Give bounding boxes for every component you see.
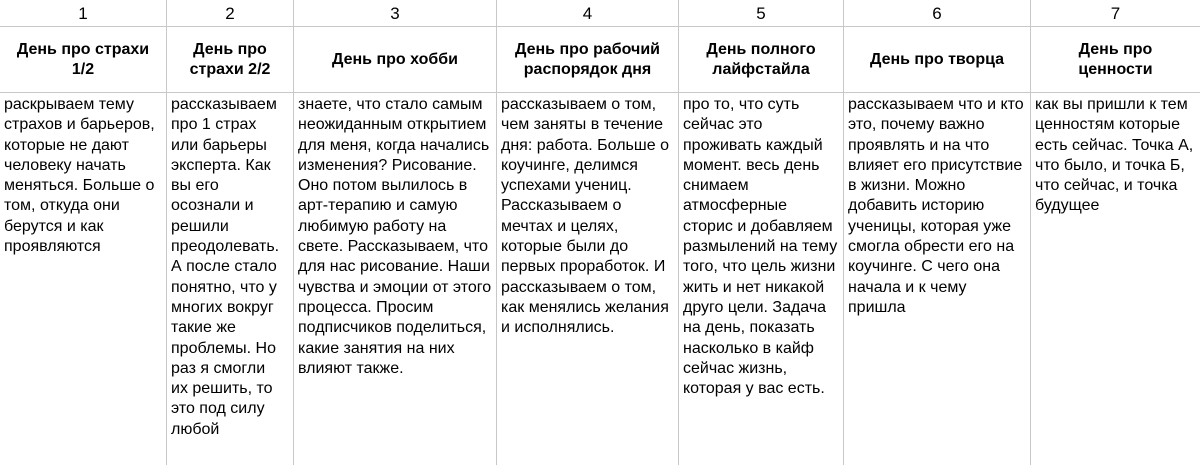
column-header-cell[interactable] xyxy=(294,27,496,93)
column-header-text: День про ценности xyxy=(1078,40,1153,78)
column-body-cell[interactable]: раскрываем тему страхов и барьеров, которые не дают человеку начать меняться. Больше о том, откуда они берутся и как проявляются xyxy=(4,96,155,256)
column-body-cell[interactable]: знаете, что стало самым неожиданным открытием для меня, когда начались изменения? Рисование. Оно потом вылилось в арт-терапию и самую любимую работу на свете. Рассказываем, что для нас рисование. Наши чувства и эмоции от этого процесса. Просим подписчиков поделиться, какие занятия на них влияют также. xyxy=(298,96,492,377)
column-header-cell[interactable] xyxy=(1031,27,1200,93)
column-6 xyxy=(844,0,1031,465)
column-body-cell[interactable]: рассказываем что и кто это, почему важно проявлять и на что влияет его присутствие в жизни. Можно добавить историю ученицы, которая уже смогла обрести его на коучинге. С чего она начала и к чему пришла xyxy=(848,96,1024,316)
column-header-cell[interactable] xyxy=(679,27,843,93)
column-header-cell[interactable] xyxy=(0,27,166,93)
column-4 xyxy=(497,0,679,465)
column-header-text: День про творца xyxy=(869,50,1005,68)
column-body-cell[interactable]: как вы пришли к тем ценностям которые есть сейчас. Точка А, что было, и точка Б, что сейчас, и точка будущее xyxy=(1035,96,1194,215)
column-2 xyxy=(167,0,294,465)
column-5 xyxy=(679,0,844,465)
column-header-cell[interactable] xyxy=(844,27,1030,93)
column-number[interactable]: 6 xyxy=(844,0,1030,27)
column-body-cell[interactable]: про то, что суть сейчас это проживать каждый момент. весь день снимаем атмосферные сторис и добавляем размылений на тему того, что цель жизни жить и нет никакой друго цели. Задача на день, показать насколько в кайф сейчас жизнь, которая у вас есть. xyxy=(683,96,838,398)
column-number[interactable]: 3 xyxy=(294,0,496,27)
column-number[interactable]: 5 xyxy=(679,0,843,27)
column-7 xyxy=(1031,0,1200,465)
column-body-cell[interactable]: рассказываем про 1 страх или барьеры эксперта. Как вы его осознали и решили преодолевать. А после стало понятно, что у многих вокруг такие же проблемы. Но раз я смогли их решить, то это под силу любой xyxy=(171,96,280,438)
column-number[interactable]: 4 xyxy=(497,0,678,27)
column-header-text: День про рабочий распорядок дня xyxy=(515,40,660,78)
column-header-text: День про страхи 1/2 xyxy=(16,40,150,78)
column-header-cell[interactable] xyxy=(497,27,678,93)
column-header-text: День про хобби xyxy=(332,50,458,68)
column-number[interactable]: 1 xyxy=(0,0,166,27)
column-3 xyxy=(294,0,497,465)
column-number[interactable]: 2 xyxy=(167,0,293,27)
column-body-cell[interactable]: рассказываем о том, чем заняты в течение дня: работа. Больше о коучинге, делимся успехами учениц. Рассказываем о мечтах и целях, которые были до первых проработок. И рассказываем о том, как менялись желания и исполнялись. xyxy=(501,96,669,337)
column-header-cell[interactable] xyxy=(167,27,293,93)
column-number[interactable]: 7 xyxy=(1031,0,1200,27)
column-header-text: День полного лайфстайла xyxy=(706,40,816,78)
column-1 xyxy=(0,0,167,465)
column-header-text: День про страхи 2/2 xyxy=(189,40,271,78)
